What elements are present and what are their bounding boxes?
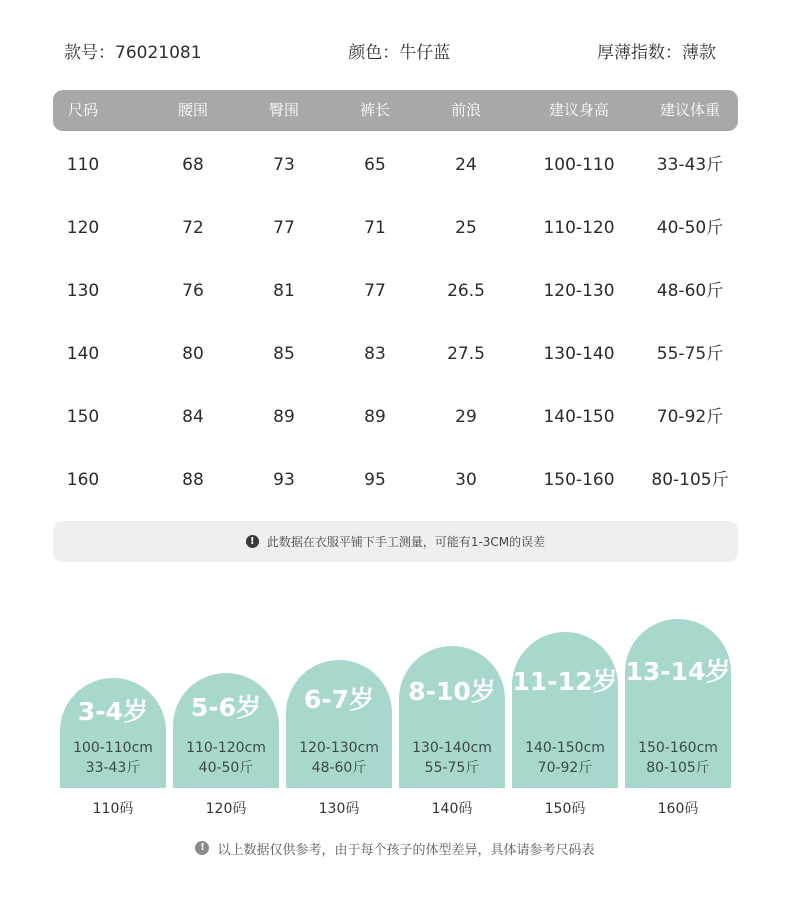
measurement-note <box>53 521 738 562</box>
header-suggested-weight: 建议体重 <box>659 101 721 119</box>
cell-weight: 80-105斤 <box>651 470 729 490</box>
cell-front-rise: 30 <box>455 470 477 490</box>
measurement-note-text: 此数据在衣服平铺下手工测量，可能有1-3CM的误差 <box>266 535 546 549</box>
cell-height: 140-150 <box>543 407 615 427</box>
header-suggested-height: 建议身高 <box>548 101 610 119</box>
style-number: 款号：76021081 <box>64 42 202 63</box>
cell-length: 83 <box>364 344 386 364</box>
color-info: 颜色：牛仔蓝 <box>348 42 451 63</box>
cell-hip: 93 <box>273 470 295 490</box>
table-row <box>0 465 790 495</box>
size-code-label: 140码 <box>431 801 473 817</box>
table-row <box>0 150 790 180</box>
cell-height: 100-110 <box>543 155 615 175</box>
cell-hip: 73 <box>273 155 295 175</box>
cell-weight: 40-50斤 <box>656 218 724 238</box>
table-row <box>0 276 790 306</box>
cell-waist: 68 <box>182 155 204 175</box>
cell-hip: 85 <box>273 344 295 364</box>
height-range: 130-140cm <box>412 740 492 756</box>
cell-hip: 77 <box>273 218 295 238</box>
cell-waist: 76 <box>182 281 204 301</box>
reference-note-text: 以上数据仅供参考，由于每个孩子的体型差异，具体请参考尺码表 <box>217 842 595 858</box>
cell-length: 89 <box>364 407 386 427</box>
exclamation-circle-icon: ! <box>246 535 259 548</box>
header-length: 裤长 <box>359 101 391 119</box>
age-label: 5-6岁 <box>190 693 262 722</box>
cell-size: 160 <box>66 470 100 490</box>
cell-size: 120 <box>66 218 100 238</box>
exclamation-circle-icon: ! <box>195 841 209 855</box>
cell-front-rise: 24 <box>455 155 477 175</box>
age-label: 6-7岁 <box>303 685 375 714</box>
cell-height: 120-130 <box>543 281 615 301</box>
header-front-rise: 前浪 <box>450 101 482 119</box>
cell-size: 110 <box>66 155 100 175</box>
weight-range: 40-50斤 <box>198 760 254 776</box>
age-arch <box>173 673 279 788</box>
cell-size: 130 <box>66 281 100 301</box>
size-code-label: 120码 <box>205 801 247 817</box>
cell-length: 65 <box>364 155 386 175</box>
weight-range: 55-75斤 <box>424 760 480 776</box>
weight-range: 80-105斤 <box>646 760 710 776</box>
product-info-row <box>64 36 716 64</box>
height-range: 100-110cm <box>73 740 153 756</box>
cell-size: 140 <box>66 344 100 364</box>
age-arch <box>286 660 392 788</box>
weight-range: 70-92斤 <box>537 760 593 776</box>
cell-front-rise: 26.5 <box>447 281 485 301</box>
table-row <box>0 213 790 243</box>
cell-weight: 55-75斤 <box>656 344 724 364</box>
cell-length: 71 <box>364 218 386 238</box>
size-table-header <box>53 90 738 131</box>
cell-hip: 89 <box>273 407 295 427</box>
age-arch <box>399 646 505 788</box>
cell-weight: 48-60斤 <box>656 281 724 301</box>
size-code-label: 160码 <box>657 801 699 817</box>
age-arch <box>512 632 618 788</box>
table-row <box>0 402 790 432</box>
weight-range: 33-43斤 <box>85 760 141 776</box>
weight-range: 48-60斤 <box>311 760 367 776</box>
cell-front-rise: 29 <box>455 407 477 427</box>
age-label: 8-10岁 <box>408 677 496 706</box>
cell-height: 110-120 <box>543 218 615 238</box>
cell-height: 130-140 <box>543 344 615 364</box>
age-arch <box>60 678 166 788</box>
cell-front-rise: 25 <box>455 218 477 238</box>
age-label: 3-4岁 <box>77 697 149 726</box>
height-range: 150-160cm <box>638 740 718 756</box>
size-code-label: 150码 <box>544 801 586 817</box>
header-waist: 腰围 <box>177 101 209 119</box>
cell-waist: 84 <box>182 407 204 427</box>
reference-note <box>0 838 790 858</box>
age-arch <box>625 619 731 788</box>
cell-waist: 80 <box>182 344 204 364</box>
age-label: 13-14岁 <box>625 657 731 686</box>
cell-waist: 72 <box>182 218 204 238</box>
cell-hip: 81 <box>273 281 295 301</box>
thickness-info: 厚薄指数：薄款 <box>597 42 716 63</box>
size-code-label: 130码 <box>318 801 360 817</box>
header-hip: 臀围 <box>268 101 300 119</box>
size-code-label: 110码 <box>92 801 134 817</box>
cell-height: 150-160 <box>543 470 615 490</box>
cell-waist: 88 <box>182 470 204 490</box>
height-range: 120-130cm <box>299 740 379 756</box>
table-row <box>0 339 790 369</box>
height-range: 140-150cm <box>525 740 605 756</box>
cell-weight: 33-43斤 <box>656 155 724 175</box>
cell-length: 77 <box>364 281 386 301</box>
cell-weight: 70-92斤 <box>656 407 724 427</box>
cell-length: 95 <box>364 470 386 490</box>
age-label: 11-12岁 <box>512 667 618 696</box>
header-size: 尺码 <box>67 101 99 119</box>
height-range: 110-120cm <box>186 740 266 756</box>
cell-front-rise: 27.5 <box>447 344 485 364</box>
cell-size: 150 <box>66 407 100 427</box>
